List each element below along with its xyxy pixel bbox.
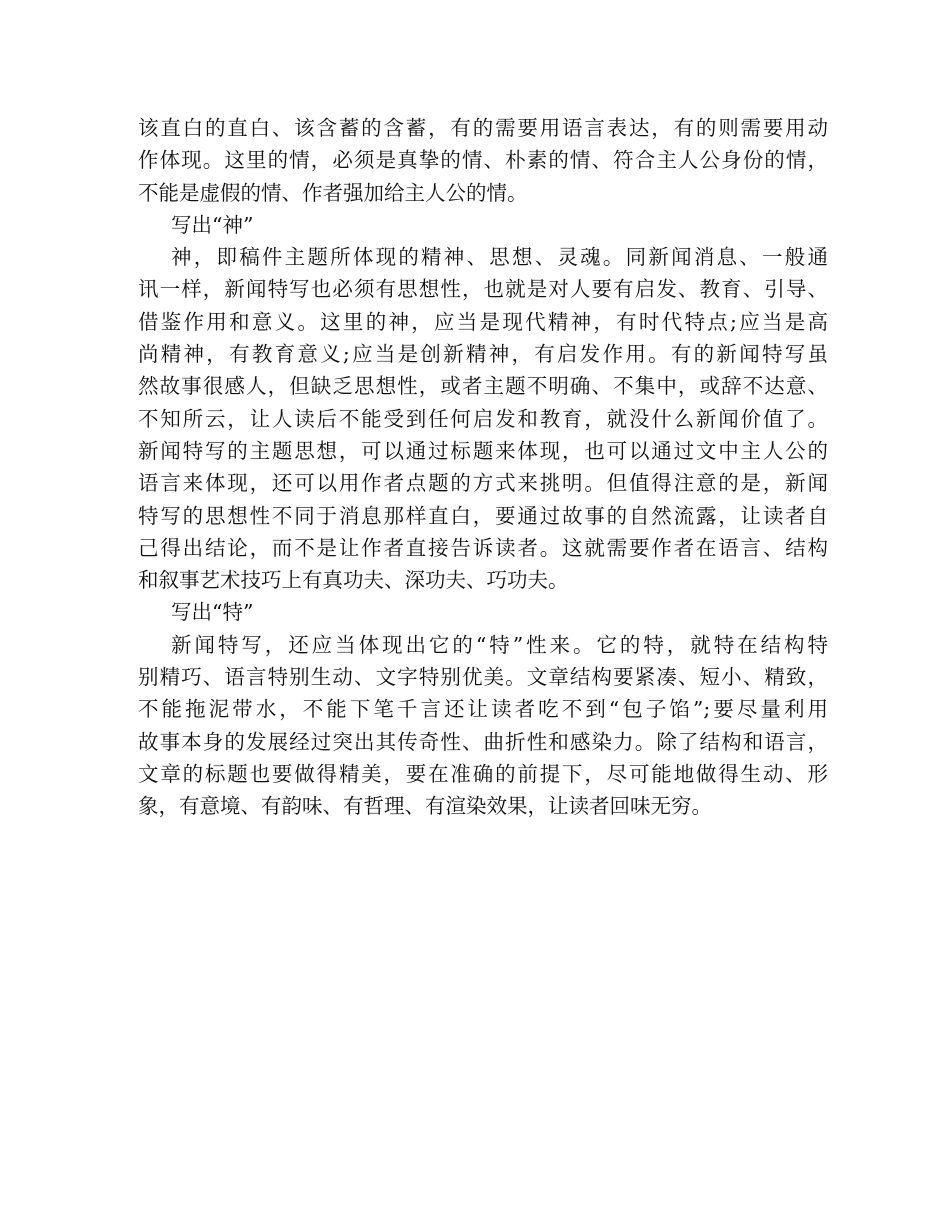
document-page bbox=[138, 112, 828, 823]
text-line: 和叙事艺术技巧上有真功夫、深功夫、巧功夫。 bbox=[138, 568, 569, 593]
text-line: 然故事很感人，但缺乏思想性，或者主题不明确、不集中，或辞不达意、 bbox=[138, 374, 828, 399]
text-line: 该直白的直白、该含蓄的含蓄，有的需要用语言表达，有的则需要用动 bbox=[138, 116, 828, 140]
text-line: 神，即稿件主题所体现的精神、思想、灵魂。同新闻消息、一般通 bbox=[171, 245, 828, 270]
text-line: 新闻特写，还应当体现出它的“特”性来。它的特，就特在结构特 bbox=[171, 632, 828, 657]
text-line: 不能是虚假的情、作者强加给主人公的情。 bbox=[138, 180, 528, 205]
text-line: 文章的标题也要做得精美，要在准确的前提下，尽可能地做得生动、形 bbox=[138, 761, 828, 786]
text-line: 故事本身的发展经过突出其传奇性、曲折性和感染力。除了结构和语言， bbox=[138, 729, 828, 754]
text-line: 不知所云，让人读后不能受到任何启发和教育，就没什么新闻价值了。 bbox=[138, 406, 828, 431]
text-line: 新闻特写的主题思想，可以通过标题来体现，也可以通过文中主人公的 bbox=[138, 438, 828, 463]
text-line: 尚精神，有教育意义;应当是创新精神，有启发作用。有的新闻特写虽 bbox=[138, 342, 828, 367]
text-line: 语言来体现，还可以用作者点题的方式来挑明。但值得注意的是，新闻 bbox=[138, 471, 828, 496]
text-line: 特写的思想性不同于消息那样直白，要通过故事的自然流露，让读者自 bbox=[138, 503, 828, 528]
section-heading-shen: 写出“神” bbox=[171, 212, 254, 237]
text-line: 象，有意境、有韵味、有哲理、有渲染效果，让读者回味无穷。 bbox=[138, 794, 712, 819]
text-line: 己得出结论，而不是让作者直接告诉读者。这就需要作者在语言、结构 bbox=[138, 535, 828, 560]
text-line: 借鉴作用和意义。这里的神，应当是现代精神，有时代特点;应当是高 bbox=[138, 309, 828, 334]
section-heading-te: 写出“特” bbox=[171, 600, 254, 625]
text-line: 不能拖泥带水，不能下笔千言还让读者吃不到“包子馅”;要尽量利用 bbox=[138, 697, 828, 722]
text-line: 作体现。这里的情，必须是真挚的情、朴素的情、符合主人公身份的情， bbox=[138, 148, 828, 173]
text-line: 讯一样，新闻特写也必须有思想性，也就是对人要有启发、教育、引导、 bbox=[138, 277, 828, 302]
text-line: 别精巧、语言特别生动、文字特别优美。文章结构要紧凑、短小、精致， bbox=[138, 665, 828, 690]
